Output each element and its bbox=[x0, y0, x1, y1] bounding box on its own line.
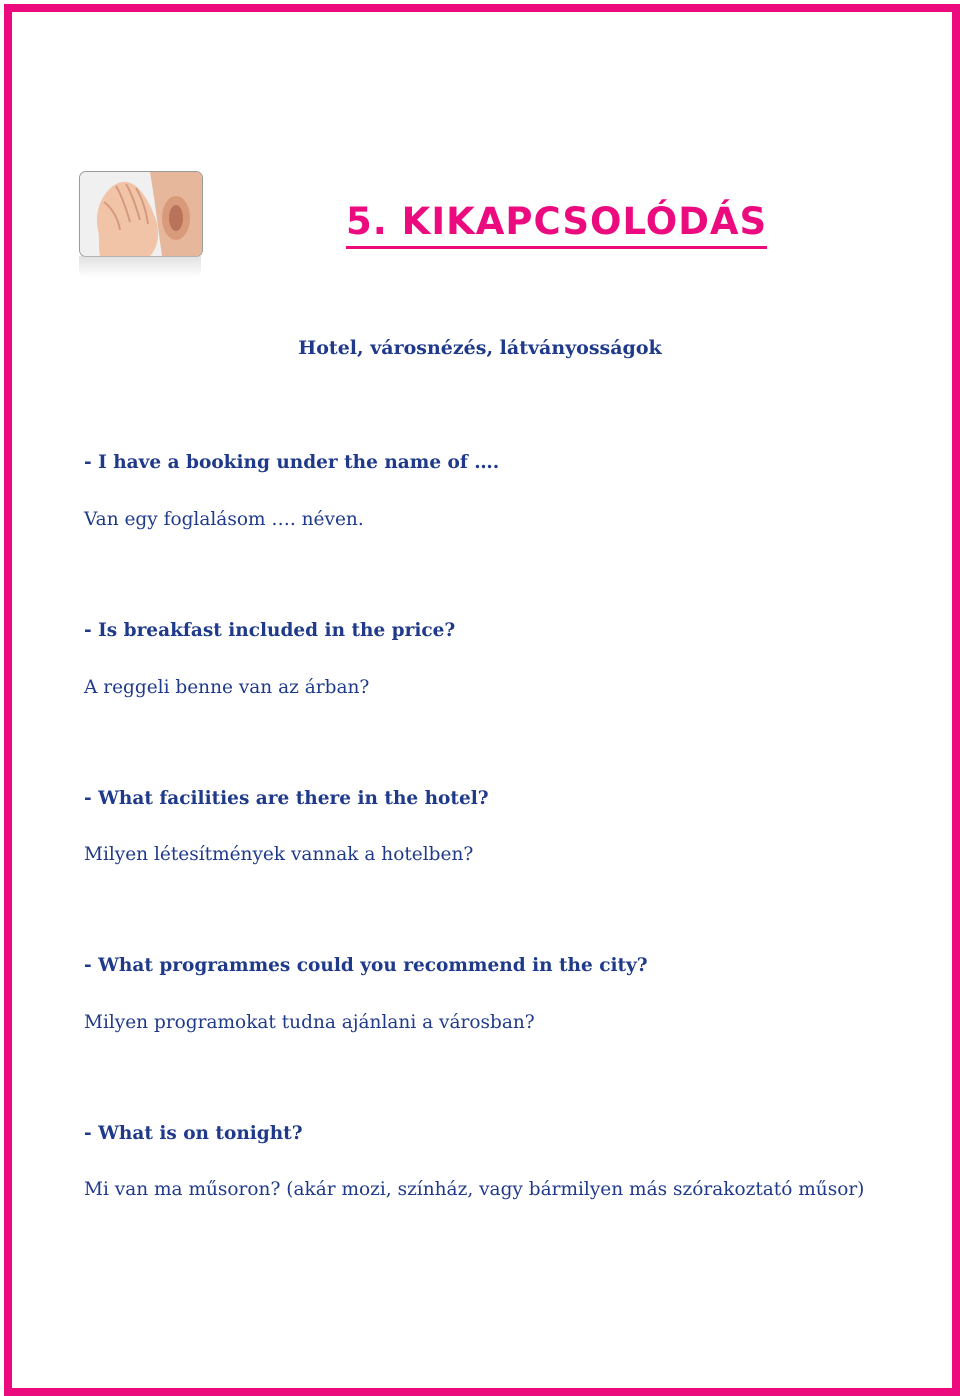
phrase-hungarian: Milyen létesítmények vannak a hotelben? bbox=[84, 844, 474, 865]
phrase-english: - I have a booking under the name of …. bbox=[84, 452, 500, 473]
phrase-hungarian: Van egy foglalásom …. néven. bbox=[84, 509, 364, 530]
image-reflection bbox=[79, 256, 201, 278]
phrase-english: - What is on tonight? bbox=[84, 1123, 303, 1144]
phrase-hungarian: Mi van ma műsoron? (akár mozi, színház, vagy bármilyen más szórakoztató műsor) bbox=[84, 1179, 865, 1200]
section-subtitle: Hotel, városnézés, látványosságok bbox=[298, 337, 662, 359]
page-title: 5. KIKAPCSOLÓDÁS bbox=[346, 198, 767, 249]
phrase-hungarian: A reggeli benne van az árban? bbox=[84, 677, 370, 698]
phrase-hungarian: Milyen programokat tudna ajánlani a városban? bbox=[84, 1012, 535, 1033]
ear-listening-icon bbox=[79, 171, 203, 257]
phrase-english: - What facilities are there in the hotel? bbox=[84, 788, 489, 809]
phrase-english: - Is breakfast included in the price? bbox=[84, 620, 456, 641]
phrase-english: - What programmes could you recommend in the city? bbox=[84, 955, 648, 976]
